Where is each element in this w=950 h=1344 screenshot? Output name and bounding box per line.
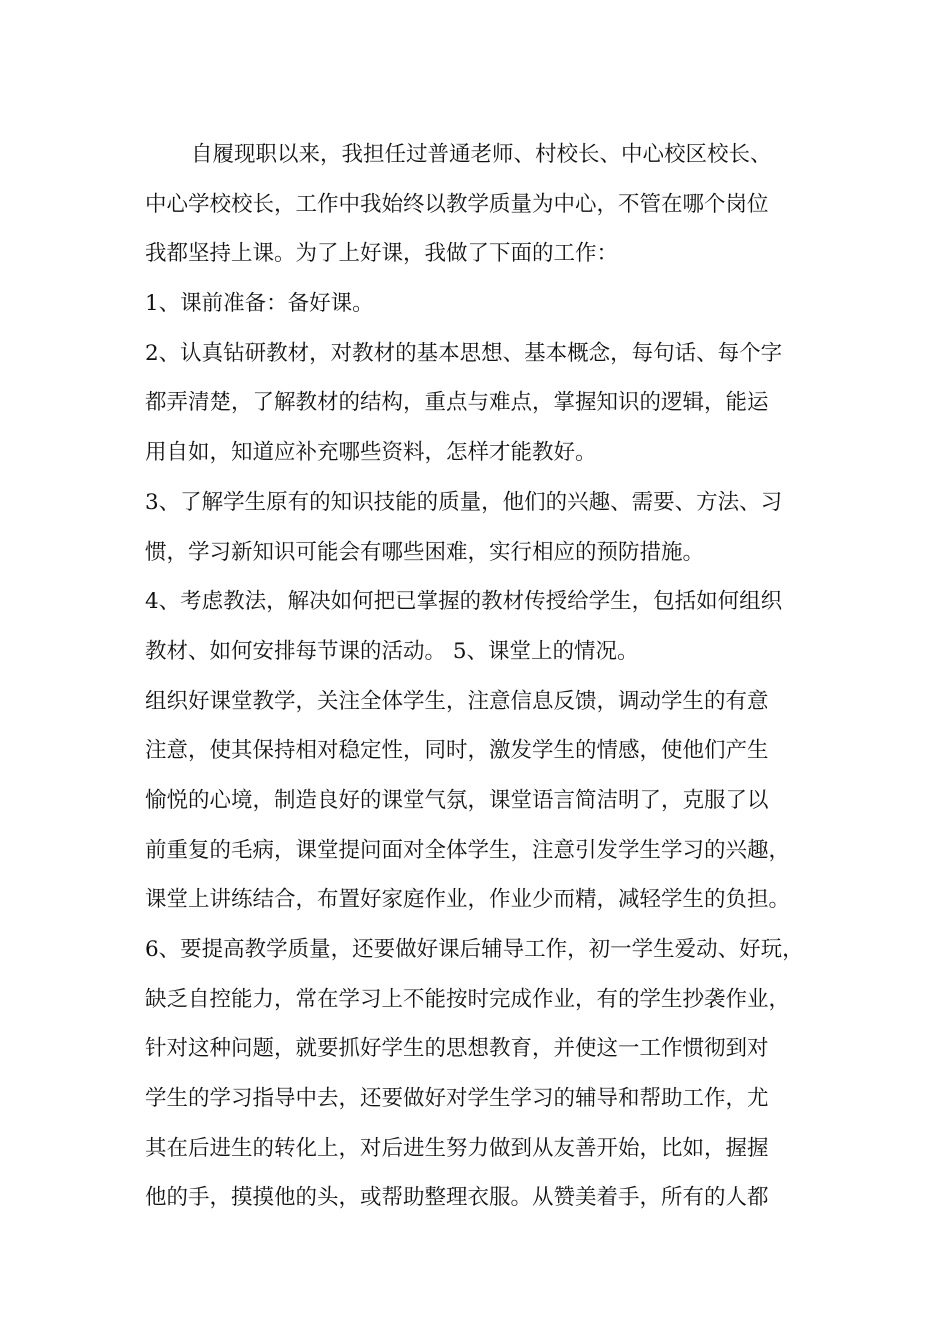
text-line: 惯，学习新知识可能会有哪些困难，实行相应的预防措施。 bbox=[145, 539, 705, 565]
body-text bbox=[145, 130, 835, 1223]
text-line: 自履现职以来，我担任过普通老师、村校长、中心校区校长、 bbox=[191, 142, 772, 167]
text-line: 中心学校校长，工作中我始终以教学质量为中心，不管在哪个岗位 bbox=[145, 191, 769, 217]
text-line: 他的手，摸摸他的头，或帮助整理衣服。从赞美着手，所有的人都 bbox=[145, 1185, 769, 1211]
text-line: 课堂上讲练结合，布置好家庭作业，作业少而精，减轻学生的负担。 bbox=[145, 887, 791, 913]
text-line: 4、考虑教法，解决如何把已掌握的教材传授给学生，包括如何组织 bbox=[145, 589, 783, 615]
text-line: 注意，使其保持相对稳定性，同时，激发学生的情感，使他们产生 bbox=[145, 738, 769, 764]
text-line: 组织好课堂教学，关注全体学生，注意信息反馈，调动学生的有意 bbox=[145, 688, 769, 714]
text-line: 前重复的毛病，课堂提问面对全体学生，注意引发学生学习的兴趣， bbox=[145, 837, 791, 863]
text-line: 2、认真钻研教材，对教材的基本思想、基本概念，每句话、每个字 bbox=[145, 340, 783, 366]
text-line: 1、课前准备：备好课。 bbox=[145, 291, 374, 317]
text-line: 愉悦的心境，制造良好的课堂气氛，课堂语言简洁明了，克服了以 bbox=[145, 787, 769, 813]
text-line: 都弄清楚，了解教材的结构，重点与难点，掌握知识的逻辑，能运 bbox=[145, 390, 769, 416]
text-line: 其在后进生的转化上，对后进生努力做到从友善开始，比如，握握 bbox=[145, 1135, 769, 1161]
text-line: 学生的学习指导中去，还要做好对学生学习的辅导和帮助工作，尤 bbox=[145, 1086, 769, 1112]
text-line: 3、了解学生原有的知识技能的质量，他们的兴趣、需要、方法、习 bbox=[145, 489, 783, 515]
text-line: 针对这种问题，就要抓好学生的思想教育，并使这一工作惯彻到对 bbox=[145, 1036, 769, 1062]
text-line: 教材、如何安排每节课的活动。 5、课堂上的情况。 bbox=[145, 638, 639, 664]
text-line: 用自如，知道应补充哪些资料，怎样才能教好。 bbox=[145, 440, 597, 466]
text-line: 我都坚持上课。为了上好课，我做了下面的工作： bbox=[145, 241, 619, 267]
text-line: 缺乏自控能力，常在学习上不能按时完成作业，有的学生抄袭作业， bbox=[145, 986, 791, 1012]
text-line: 6、要提高教学质量，还要做好课后辅导工作，初一学生爱动、好玩， bbox=[145, 937, 804, 962]
